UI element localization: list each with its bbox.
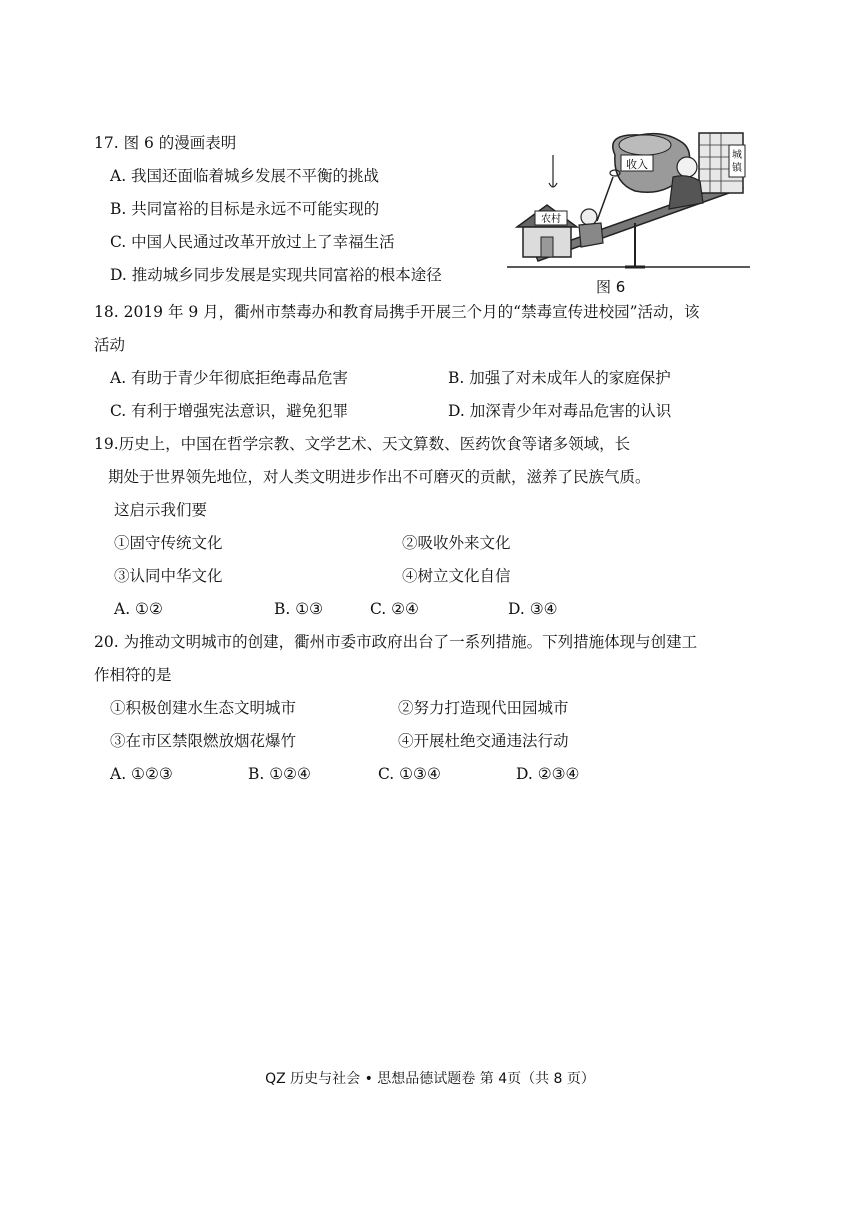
q20-option-a: A. ①②③ xyxy=(110,765,173,783)
q20-item-1: ①积极创建水生态文明城市 xyxy=(110,699,297,717)
q19-stem-line3: 这启示我们要 xyxy=(114,501,208,519)
q17-option-c: C. 中国人民通过改革开放过上了幸福生活 xyxy=(110,233,395,251)
q17-stem: 17. 图 6 的漫画表明 xyxy=(94,134,237,152)
q19-option-b: B. ①③ xyxy=(274,600,324,618)
q18-option-a: A. 有助于青少年彻底拒绝毒品危害 xyxy=(110,369,349,387)
q20-option-b: B. ①②④ xyxy=(248,765,311,783)
q18-option-b: B. 加强了对未成年人的家庭保护 xyxy=(448,369,671,387)
figure-6-cartoon xyxy=(505,125,755,295)
q19-option-c: C. ②④ xyxy=(370,600,419,618)
seesaw-cartoon-illustration xyxy=(505,125,755,275)
q20-stem-line2: 作相符的是 xyxy=(94,666,172,684)
figure-label-village: 农村 xyxy=(541,214,561,225)
q17-option-d: D. 推动城乡同步发展是实现共同富裕的根本途径 xyxy=(110,266,442,284)
figure-6-caption: 图 6 xyxy=(596,278,626,296)
q17-option-a: A. 我国还面临着城乡发展不平衡的挑战 xyxy=(110,167,380,185)
q19-item-3: ③认同中华文化 xyxy=(114,567,223,585)
q18-option-d: D. 加深青少年对毒品危害的认识 xyxy=(448,402,672,420)
q20-item-2: ②努力打造现代田园城市 xyxy=(398,699,569,717)
q20-stem-line1: 20. 为推动文明城市的创建，衢州市委市政府出台了一系列措施。下列措施体现与创建工 xyxy=(94,633,698,651)
q18-option-c: C. 有利于增强宪法意识，避免犯罪 xyxy=(110,402,349,420)
figure-label-income: 收入 xyxy=(626,158,648,171)
q19-stem-line2: 期处于世界领先地位，对人类文明进步作出不可磨灭的贡献，滋养了民族气质。 xyxy=(108,468,651,486)
q19-option-d: D. ③④ xyxy=(508,600,558,618)
q19-option-a: A. ①② xyxy=(114,600,163,618)
figure-label-town-2: 镇 xyxy=(732,163,742,174)
page-footer: QZ 历史与社会 • 思想品德试题卷 第 4页（共 8 页） xyxy=(265,1071,595,1087)
q20-item-4: ④开展杜绝交通违法行动 xyxy=(398,732,569,750)
q17-option-b: B. 共同富裕的目标是永远不可能实现的 xyxy=(110,200,380,218)
q20-item-3: ③在市区禁限燃放烟花爆竹 xyxy=(110,732,297,750)
q18-stem-line2: 活动 xyxy=(94,336,126,354)
q20-option-c: C. ①③④ xyxy=(378,765,441,783)
q19-stem-line1: 19.历史上，中国在哲学宗教、文学艺术、天文算数、医药饮食等诸多领域，长 xyxy=(94,435,631,453)
q19-item-2: ②吸收外来文化 xyxy=(402,534,511,552)
q19-item-4: ④树立文化自信 xyxy=(402,567,511,585)
q19-item-1: ①固守传统文化 xyxy=(114,534,223,552)
q20-option-d: D. ②③④ xyxy=(516,765,580,783)
figure-label-town: 城 xyxy=(732,150,742,161)
q18-stem-line1: 18. 2019 年 9 月，衢州市禁毒办和教育局携手开展三个月的“禁毒宣传进校园”活动，该 xyxy=(94,303,700,321)
